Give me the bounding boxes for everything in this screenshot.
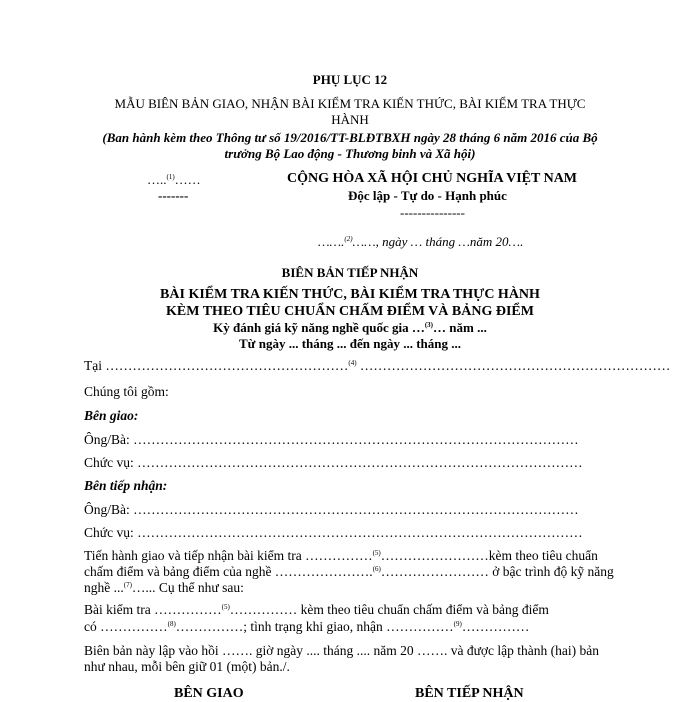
test-details-line1: Bài kiểm tra ……………$^{(5)}$…………… kèm theo tiêu chuẩn chấm điểm và bảng điểm — [84, 602, 549, 617]
date-range: Từ ngày ... tháng ... đến ngày ... tháng ... — [239, 336, 461, 351]
giver-signature-label: BÊN GIAO — [174, 686, 244, 701]
minutes-subject-line2: KÈM THEO TIÊU CHUẨN CHẤM ĐIỂM VÀ BẢNG ĐIỂM — [166, 304, 534, 319]
giver-heading: Bên giao: — [84, 408, 139, 423]
assessment-period: Kỳ đánh giá kỹ năng nghề quốc gia …$^{(3)}$… năm ... — [213, 320, 487, 335]
minutes-title: BIÊN BẢN TIẾP NHẬN — [281, 265, 419, 280]
receiver-position-line: Chức vụ: ……………………………………………………………………………………… — [84, 525, 583, 540]
handover-paragraph-line2: chấm điểm và bảng điểm của nghề ………………….$^{(6)}$…………………… ở bậc trình độ kỹ năng — [84, 564, 614, 579]
right-divider: --------------- — [400, 205, 465, 220]
record-time-line2: như nhau, mỗi bên giữ 01 (một) bản./. — [84, 659, 290, 674]
handover-paragraph-line1: Tiến hành giao và tiếp nhận bài kiểm tra ……………$^{(5)}$……………………kèm theo tiêu chuẩn — [84, 548, 598, 563]
left-divider: ------- — [158, 188, 189, 203]
giver-position-line: Chức vụ: ……………………………………………………………………………………… — [84, 455, 583, 470]
issuance-note: (Ban hành kèm theo Thông tư số 19/2016/TT-BLĐTBXH ngày 28 tháng 6 năm 2016 của Bộ — [102, 130, 598, 145]
document-template-title: MẪU BIÊN BẢN GIAO, NHẬN BÀI KIỂM TRA KIẾN THỨC, BÀI KIỂM TRA THỰC — [114, 96, 586, 111]
issuance-note-cont: trưởng Bộ Lao động - Thương binh và Xã hội) — [224, 146, 476, 161]
receiver-signature-label: BÊN TIẾP NHẬN — [415, 686, 524, 701]
document-template-title-cont: HÀNH — [331, 112, 369, 127]
country-name: CỘNG HÒA XÃ HỘI CHỦ NGHĨA VIỆT NAM — [287, 171, 578, 186]
receiver-heading: Bên tiếp nhận: — [84, 478, 168, 493]
handover-paragraph-line3: nghề ...$^{(7)}$…... Cụ thể như sau: — [84, 580, 244, 595]
test-details-line2: có ……………$^{(8)}$……………; tình trạng khi giao, nhận ……………$^{(9)}$…………… — [84, 619, 530, 634]
receiver-name-line: Ông/Bà: ……………………………………………………………………………………… — [84, 502, 579, 517]
minutes-subject-line1: BÀI KIỂM TRA KIẾN THỨC, BÀI KIỂM TRA THỰC HÀNH — [160, 287, 540, 302]
national-motto: Độc lập - Tự do - Hạnh phúc — [348, 188, 507, 203]
participants-intro: Chúng tôi gồm: — [84, 384, 169, 399]
record-time-line1: Biên bản này lập vào hồi ……. giờ ngày .... tháng .... năm 20 ……. và được lập thành (hai) bản — [84, 643, 599, 658]
giver-name-line: Ông/Bà: ……………………………………………………………………………………… — [84, 432, 579, 447]
location-line: Tại ………………………………………………$^{(4)}$ …………………………………………………………… — [84, 358, 671, 373]
appendix-label: PHỤ LỤC 12 — [312, 72, 388, 87]
place-date-line: …….$^{(2)}$……, ngày … tháng …năm 20…. — [318, 234, 524, 249]
organization-placeholder: …..$^{(1)}$…… — [147, 172, 201, 187]
